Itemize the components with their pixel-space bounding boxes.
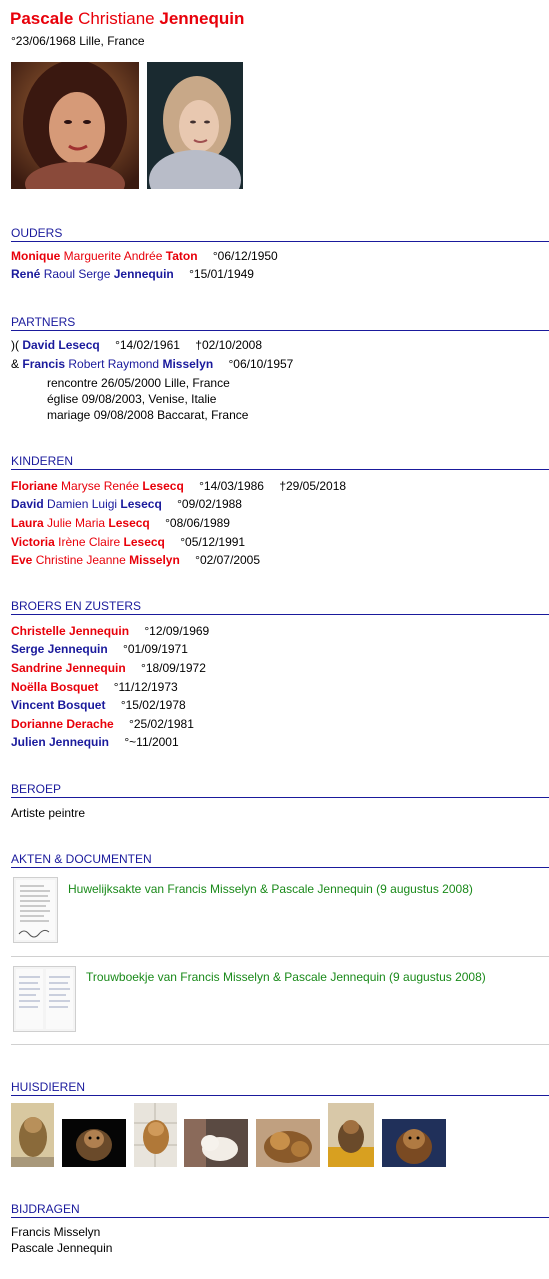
child-middle-name: Damien Luigi [47, 497, 118, 511]
parent-last-name: Jennequin [113, 267, 174, 281]
pet-image [134, 1103, 177, 1167]
partner-prefix: & [11, 357, 20, 371]
child-2[interactable] [11, 495, 242, 513]
pet-photo-1[interactable] [11, 1103, 54, 1167]
partner-event: mariage 09/08/2008 Baccarat, France [47, 408, 249, 422]
partner-last-name: Lesecq [58, 338, 100, 352]
occupation-text: Artiste peintre [11, 806, 86, 820]
portrait-image-2 [147, 62, 243, 189]
sibling-2[interactable] [11, 640, 188, 658]
sibling-3[interactable] [11, 659, 206, 677]
section-parents-header: OUDERS [11, 225, 549, 242]
sibling-birth-date: °15/02/1978 [120, 698, 186, 712]
page-title [10, 9, 244, 29]
child-first-name: Laura [11, 516, 44, 530]
contributor: Pascale Jennequin [11, 1241, 113, 1255]
sibling-4[interactable] [11, 678, 178, 696]
child-last-name: Lesecq [120, 497, 162, 511]
child-first-name: Eve [11, 553, 33, 567]
partner-event: rencontre 26/05/2000 Lille, France [47, 376, 230, 390]
sibling-birth-date: °12/09/1969 [144, 624, 210, 638]
birth-info: °23/06/1968 Lille, France [11, 34, 145, 48]
partner-first-name: Francis [22, 357, 66, 371]
section-children-header: KINDEREN [11, 453, 549, 470]
sibling-name: Sandrine Jennequin [11, 661, 126, 675]
pet-image [184, 1119, 248, 1167]
sibling-name: Serge Jennequin [11, 642, 108, 656]
partner-2[interactable] [11, 355, 293, 373]
child-birth-date: °08/06/1989 [165, 516, 230, 530]
sibling-birth-date: °25/02/1981 [129, 717, 194, 731]
child-middle-name: Maryse Renée [61, 479, 140, 493]
child-middle-name: Irène Claire [58, 535, 121, 549]
parent-middle-name: Raoul Serge [43, 267, 111, 281]
partner-death-date: †02/10/2008 [195, 338, 263, 352]
parent-mother[interactable] [11, 247, 278, 265]
sibling-name: Christelle Jennequin [11, 624, 130, 638]
child-last-name: Misselyn [129, 553, 180, 567]
section-documents-header: AKTEN & DOCUMENTEN [11, 851, 549, 868]
sibling-birth-date: °11/12/1973 [113, 680, 178, 694]
partner-birth-date: °06/10/1957 [228, 357, 294, 371]
pet-image [62, 1119, 126, 1167]
document-divider [11, 956, 549, 957]
partner-event: église 09/08/2003, Venise, Italie [47, 392, 217, 406]
parent-birth-date: °06/12/1950 [212, 249, 278, 263]
last-name: Jennequin [159, 9, 245, 28]
child-1[interactable] [11, 477, 346, 495]
document-link-1[interactable]: Huwelijksakte van Francis Misselyn & Pascale Jennequin (9 augustus 2008) [68, 882, 473, 896]
child-last-name: Lesecq [142, 479, 184, 493]
partner-birth-date: °14/02/1961 [115, 338, 180, 352]
portrait-photo-2[interactable] [147, 62, 243, 189]
parent-middle-name: Marguerite Andrée [63, 249, 163, 263]
portrait-image-1 [11, 62, 139, 189]
portrait-photo-1[interactable] [11, 62, 139, 189]
pet-photo-6[interactable] [328, 1103, 374, 1167]
pet-image [256, 1119, 320, 1167]
contributor: Francis Misselyn [11, 1225, 101, 1239]
sibling-birth-date: °01/09/1971 [123, 642, 188, 656]
child-birth-date: °09/02/1988 [177, 497, 242, 511]
child-first-name: Floriane [11, 479, 58, 493]
document-thumbnail-2[interactable] [13, 966, 76, 1032]
sibling-birth-date: °18/09/1972 [141, 661, 206, 675]
partner-first-name: David [22, 338, 56, 352]
child-middle-name: Christine Jeanne [35, 553, 126, 567]
child-5[interactable] [11, 551, 260, 569]
sibling-name: Vincent Bosquet [11, 698, 106, 712]
child-birth-date: °05/12/1991 [180, 535, 246, 549]
partner-middle-name: Robert Raymond [68, 357, 160, 371]
document-divider [11, 1044, 549, 1045]
partner-prefix: )( [11, 338, 19, 352]
sibling-6[interactable] [11, 715, 194, 733]
child-4[interactable] [11, 533, 245, 551]
child-first-name: Victoria [11, 535, 55, 549]
child-last-name: Lesecq [108, 516, 150, 530]
section-contributions-header: BIJDRAGEN [11, 1201, 549, 1218]
child-death-date: †29/05/2018 [279, 479, 347, 493]
child-3[interactable] [11, 514, 230, 532]
pet-photo-4[interactable] [184, 1119, 248, 1167]
pet-image [11, 1103, 54, 1167]
pet-photo-3[interactable] [134, 1103, 177, 1167]
sibling-name: Dorianne Derache [11, 717, 114, 731]
document-link-2[interactable]: Trouwboekje van Francis Misselyn & Pascale Jennequin (9 augustus 2008) [86, 970, 486, 984]
child-first-name: David [11, 497, 44, 511]
partner-1[interactable] [11, 336, 262, 354]
document-icon [14, 967, 75, 1031]
pet-photo-7[interactable] [382, 1119, 446, 1167]
pet-image [328, 1103, 374, 1167]
sibling-7[interactable] [11, 733, 179, 751]
parent-first-name: Monique [11, 249, 61, 263]
pet-photo-2[interactable] [62, 1119, 126, 1167]
document-thumbnail-1[interactable] [13, 877, 58, 943]
section-occupation-header: BEROEP [11, 781, 549, 798]
child-middle-name: Julie Maria [47, 516, 106, 530]
parent-first-name: René [11, 267, 41, 281]
sibling-5[interactable] [11, 696, 186, 714]
parent-father[interactable] [11, 265, 254, 283]
sibling-1[interactable] [11, 622, 209, 640]
sibling-name: Noëlla Bosquet [11, 680, 99, 694]
parent-birth-date: °15/01/1949 [189, 267, 254, 281]
section-partners-header: PARTNERS [11, 314, 549, 331]
sibling-name: Julien Jennequin [11, 735, 110, 749]
child-birth-date: °02/07/2005 [195, 553, 261, 567]
section-siblings-header: BROERS EN ZUSTERS [11, 598, 549, 615]
pet-photo-5[interactable] [256, 1119, 320, 1167]
middle-name: Christiane [78, 9, 155, 28]
child-birth-date: °14/03/1986 [199, 479, 264, 493]
first-name: Pascale [10, 9, 74, 28]
document-icon [14, 878, 57, 942]
pet-image [382, 1119, 446, 1167]
parent-last-name: Taton [165, 249, 198, 263]
partner-last-name: Misselyn [162, 357, 214, 371]
section-pets-header: HUISDIEREN [11, 1079, 549, 1096]
sibling-birth-date: °~11/2001 [124, 735, 179, 749]
child-last-name: Lesecq [123, 535, 165, 549]
